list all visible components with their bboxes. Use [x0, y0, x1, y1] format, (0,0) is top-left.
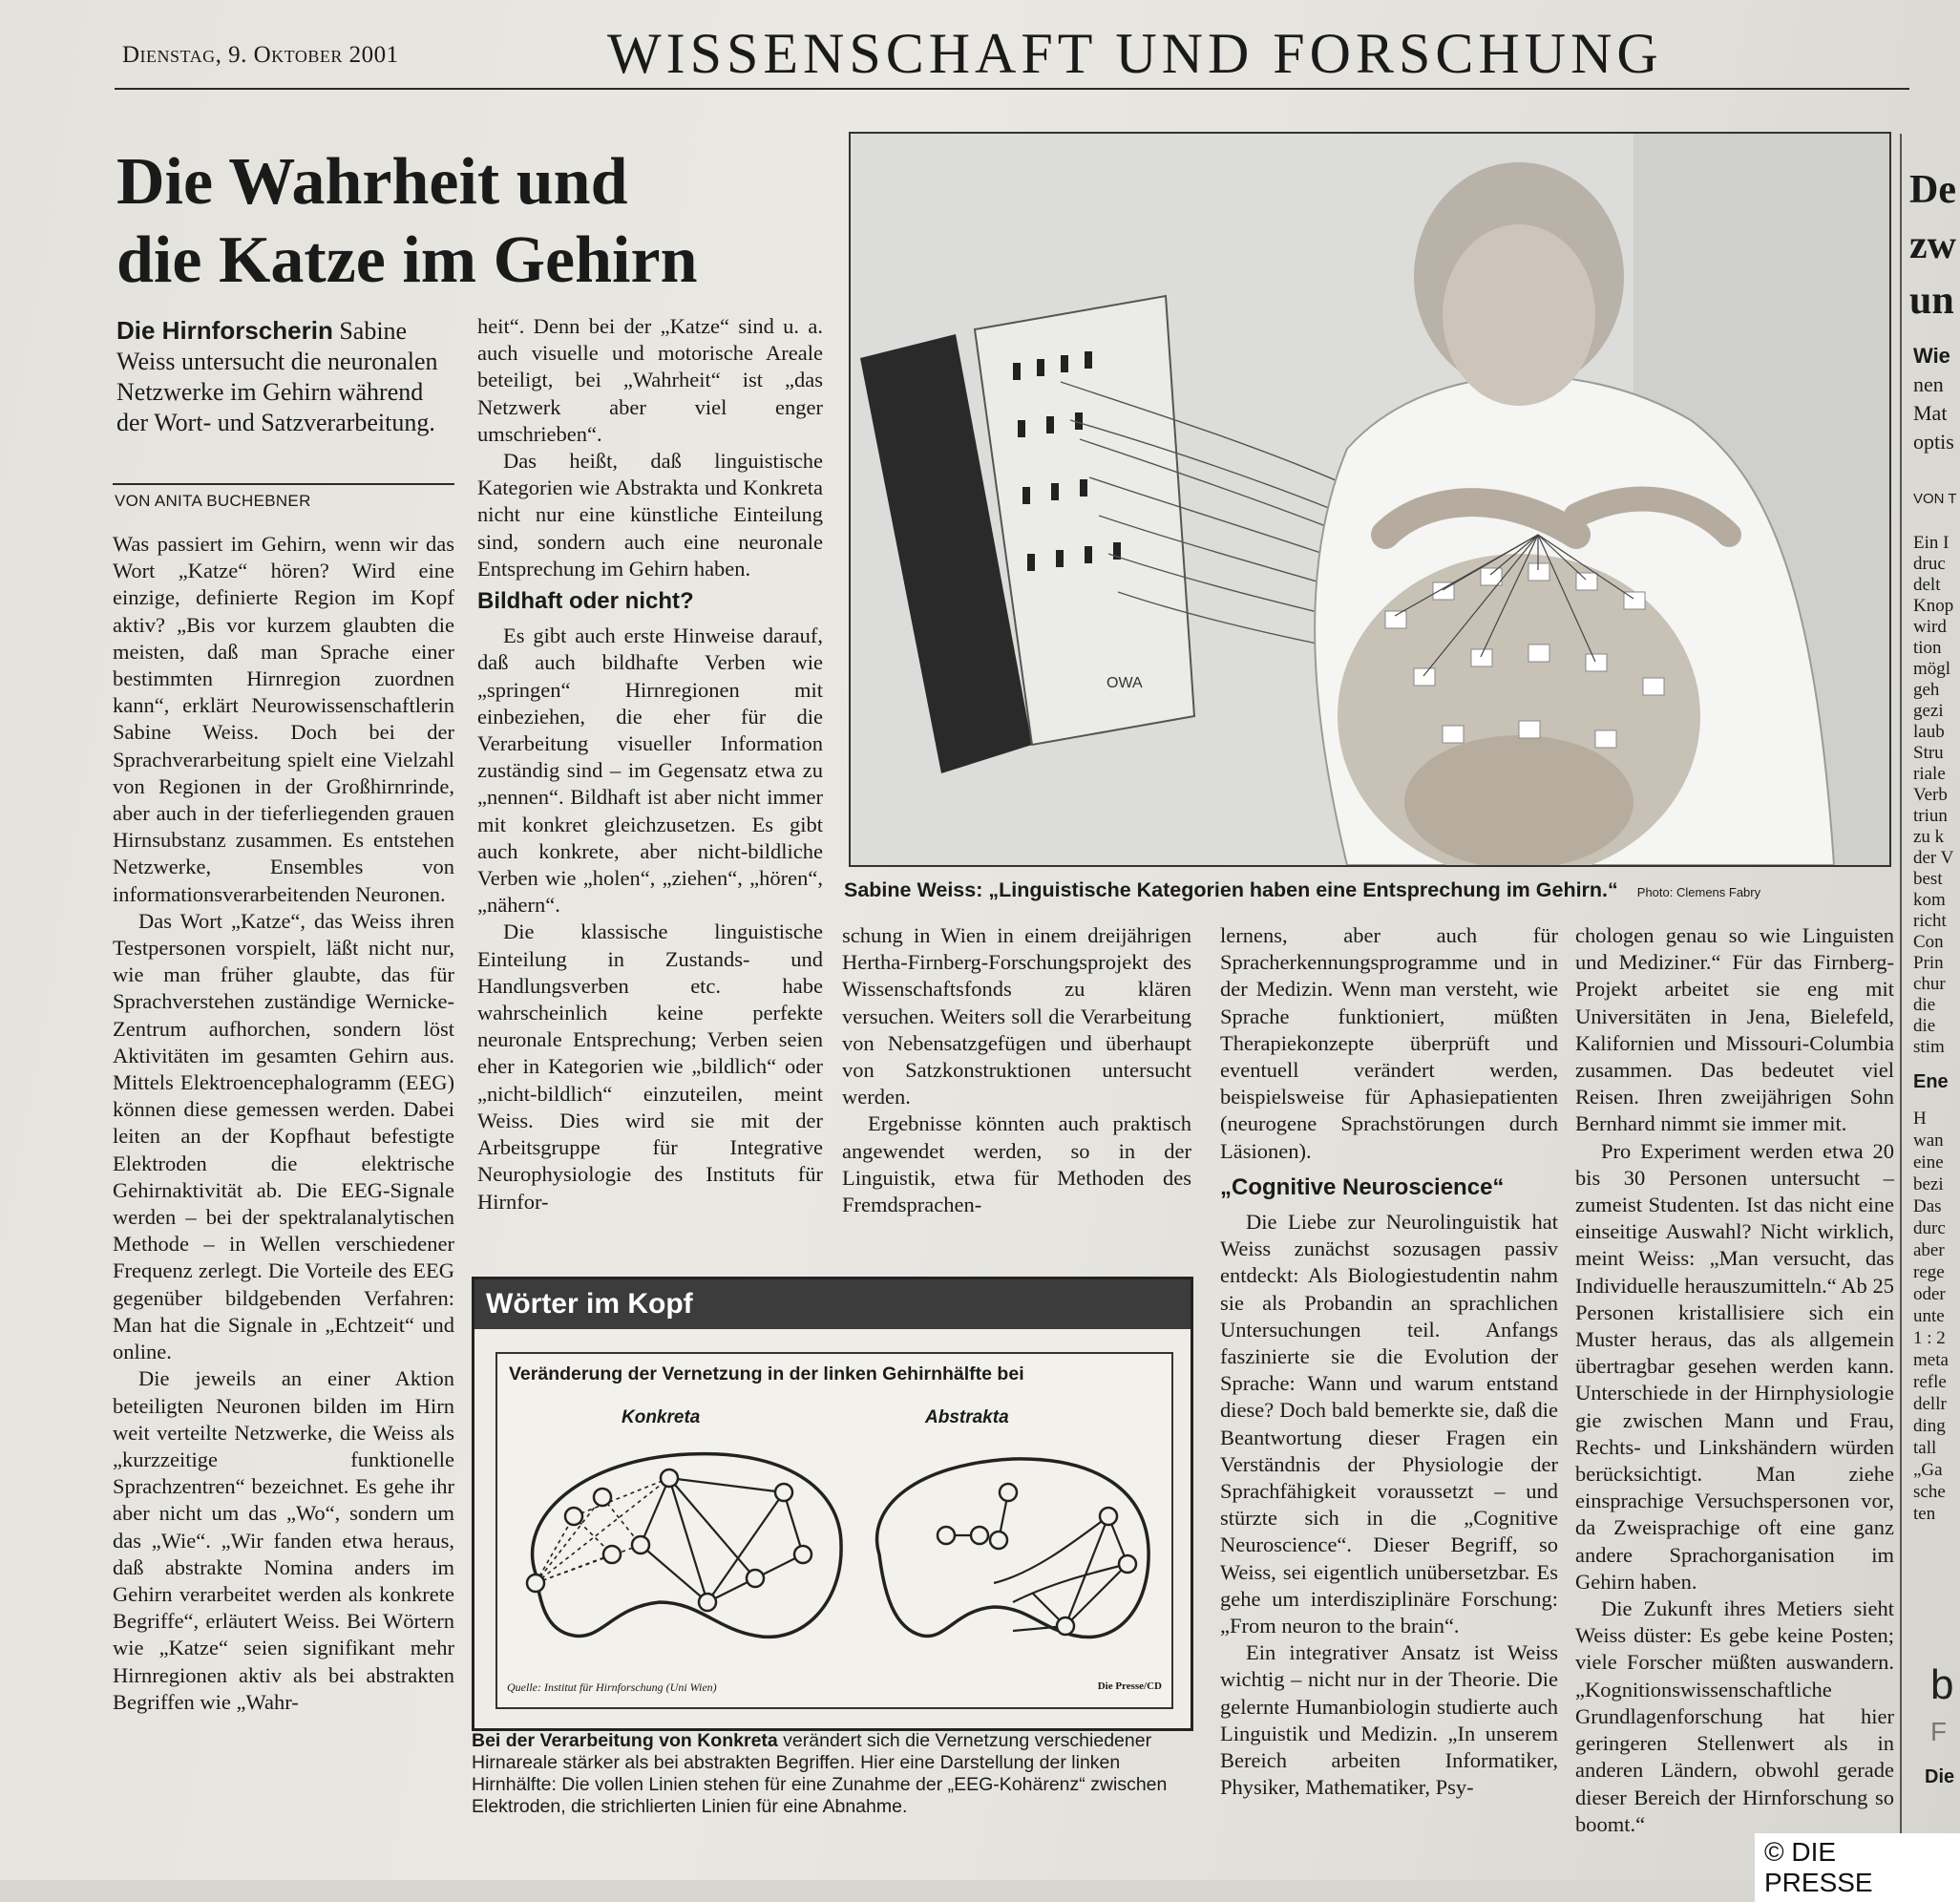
graphic-caption: [472, 1730, 1197, 1818]
right-body-line: Verb: [1913, 785, 1948, 805]
byline: VON ANITA BUCHEBNER: [115, 492, 311, 510]
right-body-line: Das: [1913, 1196, 1942, 1216]
right-bottom-word: Die: [1925, 1766, 1955, 1787]
paragraph: lernens, aber auch für Spracherkennungsprogramme und in der Medizin. Wenn man versteht, wie Sprache funktioniert, müßten Therapiekonzepte überprüft und eventuell verändert werden, beispielsweise für Aphasiepatienten (neurogene Sprachstörungen durch Läsionen).: [1220, 923, 1558, 1163]
paragraph: Die Zukunft ihres Metiers sieht Weiss düster: Es gebe keine Posten; viele Forscher müßten auswandern. „Kognitionswissenschaftliche Grundlagenforschung hat hier geringeren Stellenwert als in anderen Ländern, obwohl gerade dieser Bereich der Hirnforschung so boomt.“: [1575, 1596, 1894, 1836]
right-headline-line: un: [1909, 279, 1954, 323]
right-body-line: kom: [1913, 890, 1946, 910]
right-body-line: Ein I: [1913, 533, 1949, 553]
right-lead-line: nen: [1913, 372, 1944, 396]
right-headline-line: zw: [1909, 223, 1956, 267]
right-body-line: aber: [1913, 1240, 1945, 1260]
headline-line-1: Die Wahrheit und: [116, 145, 628, 219]
photo-researcher: [849, 132, 1891, 867]
byline-rule: [113, 483, 454, 485]
lead-text: Sabine Weiss untersucht die neuronalen Netzwerke im Gehirn während der Wort- und Satzverarbeitung.: [116, 317, 438, 436]
paragraph: Es gibt auch erste Hinweise darauf, daß auch bildhafte Verben wie „springen“ Hirnregionen mit einbeziehen, die eher für die Verarbeitung visueller Information zuständig sind – im Gegensatz etwa zu „nennen“. Bildhaft ist aber nicht immer mit konkret gleichzusetzen. Es gibt auch konkrete, aber nicht-bildliche Verben wie „holen“, „ziehen“, „hören“, „nähern“.: [477, 623, 823, 918]
column-4: [1220, 922, 1558, 1802]
device-label: OWA: [1106, 675, 1143, 691]
graphic-caption-text: verändert sich die Vernetzung verschiedener Hirnareale stärker als bei abstrakten Begriffen. Hier eine Darstellung der linken Hirnhälfte: Die vollen Linien stehen für eine Zunahme der „EEG-Kohärenz“ zwischen Elektroden, die strichlierten Linien für eine Abnahme.: [472, 1730, 1168, 1817]
photo-caption: [844, 878, 1894, 902]
column-2: [477, 313, 823, 1215]
right-body-line: 1 : 2: [1913, 1328, 1946, 1348]
headline-line-2: die Katze im Gehirn: [116, 223, 698, 297]
graphic-panel: [495, 1352, 1173, 1709]
right-body-line: die: [1913, 1016, 1936, 1036]
right-body-line: tion: [1913, 638, 1942, 658]
right-body-line: zu k: [1913, 827, 1945, 847]
right-body-line: delt: [1913, 575, 1941, 595]
column-5: [1575, 922, 1894, 1838]
paragraph: Das Wort „Katze“, das Weiss ihren Testpersonen vorspielt, läßt nicht nur, wie man früher glaubte, das für Sprachverstehen zuständige Wernicke-Zentrum aufhorchen, sondern löst Aktivitäten im gesamten Gehirn aus. Mittels Elektroencephalogramm (EEG) können diese gemessen werden. Dabei leiten an der Kopfhaut befestigte Elektroden die elektrische Gehirnaktivität ab. Die EEG-Signale werden – bei der spektralanalytischen Methode – in Wellen verschiedener Frequenz zerlegt. Die Vorteile des EEG gegenüber bildgebenden Verfahren: Man hat die Signale in „Echtzeit“ und online.: [113, 908, 454, 1364]
photo-illustration: [851, 134, 1889, 865]
right-body-line: druc: [1913, 554, 1946, 574]
right-body-line: sche: [1913, 1482, 1946, 1502]
header-rule: [115, 88, 1909, 90]
brain-diagrams: [497, 1440, 1171, 1659]
info-graphic: [472, 1277, 1193, 1731]
right-body-line: Con: [1913, 932, 1944, 952]
copyright-notice: © DIE PRESSE: [1755, 1833, 1960, 1902]
paragraph: Das heißt, daß linguistische Kategorien wie Abstrakta und Konkreta nicht nur eine künstliche Einteilung sind, sondern auch eine neuronale Entsprechung im Gehirn haben.: [477, 449, 823, 581]
right-body-line: stim: [1913, 1037, 1945, 1057]
right-subheading: Ene: [1913, 1071, 1949, 1092]
right-article-lead: [1913, 342, 1960, 456]
right-article-body-2: [1913, 1108, 1960, 1525]
right-ad-letter-2: F: [1930, 1717, 1948, 1746]
right-body-line: riale: [1913, 764, 1946, 784]
section-title: WISSENSCHAFT UND FORSCHUNG: [607, 22, 1663, 85]
subheading-bildhaft: Bildhaft oder nicht?: [477, 588, 694, 615]
right-ad-letter: b: [1930, 1661, 1954, 1708]
right-body-line: Stru: [1913, 743, 1944, 763]
graphic-subtitle: Veränderung der Vernetzung in der linken Gehirnhälfte bei: [509, 1363, 1024, 1384]
right-byline: VON T: [1913, 491, 1957, 507]
paragraph: Die Liebe zur Neurolinguistik hat Weiss zunächst sozusagen passiv entdeckt: Als Biologiestudentin nahm sie als Probandin an sprachlichen Untersuchungen teil. Anfangs faszinierte sie die Evolution der Sprache: Wann und warum entstand diese? Doch bald bemerkte sie, daß die Beantwortung dieser Fragen ein Verständnis der Physiologie der Sprachfähigkeit voraussetzt – und stürzte sich in die „Cognitive Neuroscience“. Dieser Begriff, so Weiss, sei eigentlich unübersetzbar. Es gehe um interdisziplinäre Forschung: „From neuron to the brain“.: [1220, 1210, 1558, 1638]
right-body-line: richt: [1913, 911, 1947, 931]
right-body-line: wan: [1913, 1131, 1944, 1151]
photo-credit: Photo: Clemens Fabry: [1636, 885, 1761, 899]
paragraph: Ein integrativer Ansatz ist Weiss wichtig – nicht nur in der Theorie. Die gelernte Humanbiologin studierte auch Linguistik und Medizin. „In unserem Bereich arbeiten Informatiker, Physiker, Mathematiker, Psy-: [1220, 1640, 1558, 1800]
right-body-line: ding: [1913, 1416, 1946, 1436]
right-headline-line: De: [1909, 168, 1956, 212]
right-column-divider: [1900, 134, 1902, 1871]
right-body-line: Prin: [1913, 953, 1944, 973]
right-body-line: „Ga: [1913, 1460, 1943, 1480]
graphic-label-konkreta: Konkreta: [622, 1407, 701, 1427]
right-body-line: best: [1913, 869, 1943, 889]
photo-caption-text: Sabine Weiss: „Linguistische Kategorien haben eine Entsprechung im Gehirn.“: [844, 878, 1618, 901]
right-lead-line: Mat: [1913, 401, 1948, 425]
right-lead-line: Wie: [1913, 344, 1950, 368]
paragraph: schung in Wien in einem dreijährigen Hertha-Firnberg-Forschungsprojekt des Wissenschaftsfonds zu klären versuchen. Weiters soll die Verarbeitung von Nebensatzgefügen und überhaupt von Satzkonstruktionen untersucht werden.: [842, 923, 1191, 1110]
right-body-line: laub: [1913, 722, 1945, 742]
right-body-line: Knop: [1913, 596, 1954, 616]
right-body-line: die: [1913, 995, 1936, 1015]
right-body-line: eine: [1913, 1152, 1944, 1173]
headline: [116, 143, 842, 300]
right-body-line: triun: [1913, 806, 1948, 826]
paragraph: heit“. Denn bei der „Katze“ sind u. a. auch visuelle und motorische Areale beteiligt, bei „Wahrheit“ ist „das Netzwerk aber viel enger umschrieben“.: [477, 314, 823, 446]
paragraph: chologen genau so wie Linguisten und Mediziner.“ Für das Firnberg-Projekt arbeitet sie eng mit Universitäten in Jena, Bielefeld, Kalifornien und Missouri-Columbia zusammen. Das bedeutet viel Reisen. Ihren zweijährigen Sohn Bernhard nimmt sie immer mit.: [1575, 923, 1894, 1136]
paragraph: Was passiert im Gehirn, wenn wir das Wort „Katze“ hören? Wird eine einzige, definierte Region im Kopf aktiv? „Bis vor kurzem glaubten die meisten, daß man Sprache einer bestimmten Hirnregion zuordnen kann“, erklärt Neurowissenschaftlerin Sabine Weiss. Doch bei der Sprachverarbeitung spielt eine Vielzahl von Regionen in der Großhirnrinde, aber auch in der tieferliegenden grauen Hirnsubstanz zusammen. Es entstehen Netzwerke, Ensembles von informationsverarbeitenden Neuronen.: [113, 532, 454, 906]
right-body-line: ten: [1913, 1504, 1936, 1524]
right-body-line: geh: [1913, 680, 1940, 700]
right-lead-line: optis: [1913, 430, 1954, 454]
graphic-source: Quelle: Institut für Hirnforschung (Uni Wien): [507, 1680, 717, 1694]
right-body-line: bezi: [1913, 1174, 1944, 1194]
paragraph: Ergebnisse könnten auch praktisch angewendet werden, so in der Linguistik, etwa für Methoden des Fremdsprachen-: [842, 1111, 1191, 1217]
right-body-line: gezi: [1913, 701, 1944, 721]
graphic-caption-bold: Bei der Verarbeitung von Konkreta: [472, 1730, 778, 1751]
right-body-line: unte: [1913, 1306, 1945, 1326]
right-body-line: mögl: [1913, 659, 1951, 679]
right-article-headline: [1909, 162, 1960, 328]
right-body-line: wird: [1913, 617, 1947, 637]
right-article-body: [1913, 533, 1960, 1058]
column-1: [113, 531, 454, 1716]
lead-paragraph: [116, 315, 451, 438]
right-body-line: H: [1913, 1109, 1927, 1129]
paragraph: Die jeweils an einer Aktion beteiligten Neuronen bilden im Hirn weit verteilte Netzwerke, die Weiss als „kurzzeitige funktionelle Sprachzentren“ bezeichnet. Es gehe ihr aber nicht um das „Wo“, sondern um das „Wie“. „Wir fanden etwa heraus, daß abstrakte Nomina anders im Gehirn verarbeitet werden als konkrete Begriffe“, erläutert Weiss. Bei Wörtern wie „Katze“ seien signifikant mehr Hirnregionen aktiv als bei abstrakten Begriffen wie „Wahr-: [113, 1366, 454, 1714]
right-body-line: tall: [1913, 1438, 1937, 1458]
right-body-line: durc: [1913, 1218, 1946, 1238]
lead-bold: Die Hirnforscherin: [116, 316, 333, 345]
right-body-line: rege: [1913, 1262, 1945, 1282]
issue-date: Dienstag, 9. Oktober 2001: [122, 42, 399, 68]
graphic-agency: Die Presse/CD: [1097, 1680, 1162, 1692]
paragraph: Pro Experiment werden etwa 20 bis 30 Personen untersucht – zumeist Studenten. Ist das nicht eine einseitige Auswahl? Nicht wirklich, meint Weiss: „Man versucht, das Individuelle herauszumitteln.“ Ab 25 Personen kristallisiere sich ein Muster heraus, das als allgemein übertragbar gesehen werden kann. Unterschiede in der Hirnphysiologie gie zwischen Mann und Frau, Rechts- und Linkshändern würden berücksichtigt. Man ziehe einsprachige Versuchspersonen vor, da Zweisprachige oft eine ganz andere Sprachorganisation im Gehirn haben.: [1575, 1138, 1894, 1594]
right-body-line: der V: [1913, 848, 1954, 868]
right-body-line: refle: [1913, 1372, 1947, 1392]
right-body-line: oder: [1913, 1284, 1946, 1304]
graphic-title: Wörter im Kopf: [474, 1279, 1191, 1329]
right-body-line: meta: [1913, 1350, 1949, 1370]
graphic-label-abstrakta: Abstrakta: [925, 1407, 1009, 1427]
column-3: [842, 922, 1191, 1218]
subheading-cognitive: „Cognitive Neuroscience“: [1220, 1173, 1505, 1200]
right-body-line: chur: [1913, 974, 1946, 994]
right-body-line: dellr: [1913, 1394, 1947, 1414]
paragraph: Die klassische linguistische Einteilung in Zustands- und Handlungsverben etc. habe wahrscheinlich keine perfekte neuronale Entsprechung; Verben seien eher in Kategorien wie „bildlich“ oder „nicht-bildlich“ einzuteilen, meint Weiss. Dies wird sie mit der Arbeitsgruppe für Integrative Neurophysiologie des Instituts für Hirnfor-: [477, 919, 823, 1214]
